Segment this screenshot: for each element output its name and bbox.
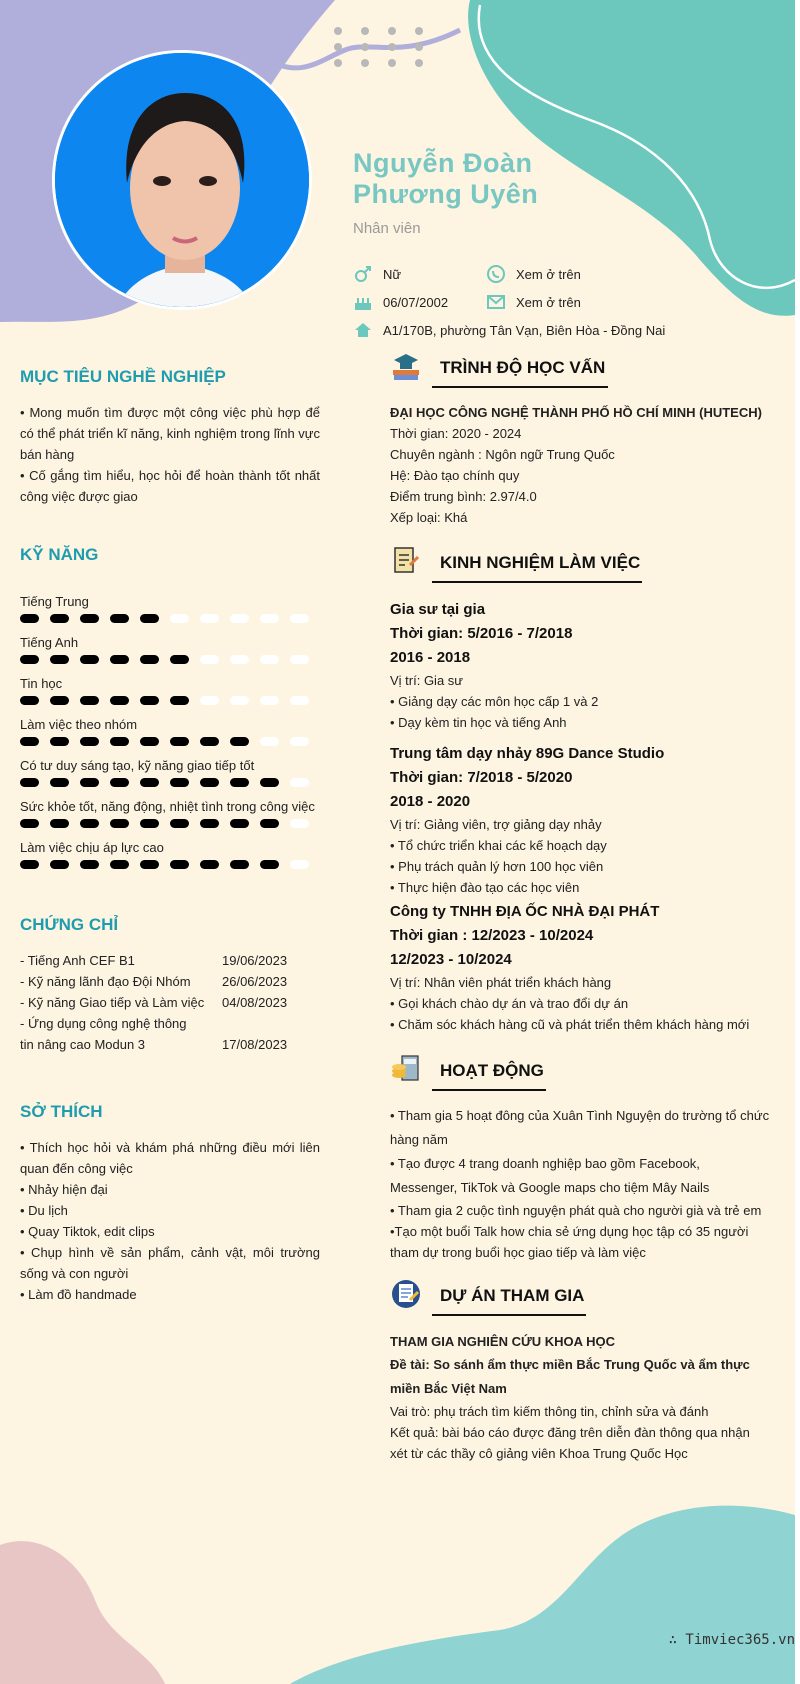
skill-dot-filled <box>20 860 39 869</box>
skill-rating <box>20 737 320 746</box>
skill-dot-empty <box>290 819 309 828</box>
skill-dot-filled <box>230 860 249 869</box>
calculator-coins-icon <box>390 1053 422 1085</box>
skill-dot-filled <box>200 819 219 828</box>
skill-dot-filled <box>200 778 219 787</box>
objective-heading: MỤC TIÊU NGHỀ NGHIỆP <box>20 367 226 386</box>
skill-dot-filled <box>110 614 129 623</box>
hobby-line: • Chụp hình về sản phẩm, cảnh vật, môi trường sống và con người <box>20 1245 320 1281</box>
skill-dot-filled <box>50 655 69 664</box>
skill-dot-filled <box>230 737 249 746</box>
skill-dot-filled <box>110 778 129 787</box>
job-entry <box>390 742 770 898</box>
email-value: Xem ở trên <box>516 294 581 310</box>
skill-label: Làm việc theo nhóm <box>20 717 138 732</box>
skill-dot-filled <box>80 860 99 869</box>
skill-dot-filled <box>230 778 249 787</box>
candidate-name <box>353 148 538 210</box>
skill-dot-filled <box>20 614 39 623</box>
hobby-line: • Nhảy hiện đại <box>20 1182 108 1197</box>
certificate-date: 04/08/2023 <box>222 995 288 1010</box>
objective-line: • Mong muốn tìm được một công việc phù hợp để có thể phát triển kĩ năng, kinh nghiệm trong lĩnh vực bán hàng <box>20 405 320 462</box>
job-line: • Gọi khách chào dự án và trao đổi dự án <box>390 996 629 1011</box>
skill-dot-filled <box>50 778 69 787</box>
certificate-row <box>20 992 320 1013</box>
skill-dot-empty <box>230 655 249 664</box>
skill-dot-filled <box>110 655 129 664</box>
skill-dot-filled <box>50 696 69 705</box>
graduation-books-icon <box>390 350 422 382</box>
heading-underline <box>432 1089 546 1091</box>
certificate-row <box>20 1034 320 1055</box>
skill-dot-filled <box>170 737 189 746</box>
skill-dot-empty <box>290 737 309 746</box>
job-time: Thời gian: 7/2018 - 5/2020 <box>390 769 573 786</box>
certificate-title: - Tiếng Anh CEF B1 <box>20 953 135 968</box>
gender-row <box>353 264 401 284</box>
job-line: Vị trí: Giảng viên, trợ giảng dạy nhảy <box>390 817 602 832</box>
education-header <box>390 350 790 387</box>
skill-dot-filled <box>140 819 159 828</box>
skill-dot-filled <box>140 696 159 705</box>
job-title: Nhân viên <box>353 220 421 237</box>
certificate-row <box>20 971 320 992</box>
certificate-row <box>20 950 320 971</box>
skill-label: Tiếng Trung <box>20 594 89 609</box>
experience-heading: KINH NGHIỆM LÀM VIỆC <box>440 553 641 572</box>
job-company: Gia sư tại gia <box>390 601 486 618</box>
job-entry <box>390 900 770 1035</box>
phone-row <box>486 264 581 284</box>
skill-item <box>20 676 320 705</box>
certificate-title: - Kỹ năng lãnh đạo Đội Nhóm <box>20 974 191 989</box>
skill-dot-empty <box>260 614 279 623</box>
hobby-line: • Du lịch <box>20 1203 68 1218</box>
project-line: Kết quả: bài báo cáo được đăng trên diễn đàn thông qua nhận xét từ các thầy cô giảng viên Khoa Trung Quốc Học <box>390 1425 750 1461</box>
skill-dot-filled <box>170 860 189 869</box>
watermark <box>669 1632 795 1648</box>
skill-dot-filled <box>200 860 219 869</box>
home-icon <box>353 320 373 340</box>
certificates-list <box>20 950 320 1055</box>
skill-item <box>20 799 320 828</box>
work-document-icon <box>390 545 422 577</box>
project-title: THAM GIA NGHIÊN CỨU KHOA HỌC <box>390 1334 616 1349</box>
skill-dot-filled <box>20 737 39 746</box>
skill-dot-empty <box>290 614 309 623</box>
skill-dot-empty <box>290 860 309 869</box>
education-line: Thời gian: 2020 - 2024 <box>390 426 522 441</box>
skill-dot-filled <box>50 860 69 869</box>
job-line: • Phụ trách quản lý hơn 100 học viên <box>390 859 604 874</box>
skill-dot-empty <box>260 655 279 664</box>
skill-dot-empty <box>230 696 249 705</box>
certificate-date: 26/06/2023 <box>222 974 288 989</box>
skill-dot-filled <box>50 614 69 623</box>
skill-dot-empty <box>200 696 219 705</box>
certificate-date: 19/06/2023 <box>222 953 288 968</box>
activities-heading: HOẠT ĐỘNG <box>440 1061 544 1080</box>
birthday-cake-icon <box>353 292 373 312</box>
skill-label: Làm việc chịu áp lực cao <box>20 840 164 855</box>
job-line: • Thực hiện đào tạo các học viên <box>390 880 580 895</box>
objective-text <box>20 402 320 507</box>
activity-line: • Tham gia 5 hoạt đông của Xuân Tình Nguyện do trường tổ chức hàng năm <box>390 1108 770 1147</box>
project-topic: Đề tài: So sánh ẩm thực miền Bắc Trung Quốc và ẩm thực miền Bắc Việt Nam <box>390 1357 750 1396</box>
objective-line: • Cố gắng tìm hiểu, học hỏi để hoàn thành tốt nhất công việc được giao <box>20 468 320 504</box>
address-value: A1/170B, phường Tân Vạn, Biên Hòa - Đồng Nai <box>383 322 666 338</box>
skill-label: Có tư duy sáng tạo, kỹ năng giao tiếp tốt <box>20 758 255 773</box>
skill-dot-empty <box>290 696 309 705</box>
skill-dot-empty <box>200 614 219 623</box>
job-line: • Tổ chức triển khai các kế hoạch dạy <box>390 838 607 853</box>
skill-item <box>20 594 320 623</box>
gender-icon <box>353 264 373 284</box>
birthdate-value: 06/07/2002 <box>383 294 449 310</box>
projects-heading: DỰ ÁN THAM GIA <box>440 1286 585 1305</box>
experience-body <box>390 598 770 1035</box>
skill-dot-filled <box>80 819 99 828</box>
skill-rating <box>20 860 320 869</box>
skill-dot-filled <box>20 819 39 828</box>
school-name: ĐẠI HỌC CÔNG NGHỆ THÀNH PHỐ HỒ CHÍ MINH (HUTECH) <box>390 405 762 420</box>
skill-dot-filled <box>200 737 219 746</box>
phone-value: Xem ở trên <box>516 266 581 282</box>
skill-dot-filled <box>20 778 39 787</box>
name-line2: Phương Uyên <box>353 179 539 209</box>
skill-rating <box>20 696 320 705</box>
job-time: Thời gian : 12/2023 - 10/2024 <box>390 927 594 944</box>
skill-item <box>20 840 320 869</box>
address-row <box>353 320 665 340</box>
skill-dot-empty <box>290 655 309 664</box>
certificate-row <box>20 1013 320 1034</box>
envelope-icon <box>486 292 506 312</box>
skill-dot-empty <box>260 737 279 746</box>
activities-body <box>390 1104 770 1263</box>
job-company: Trung tâm dạy nhảy 89G Dance Studio <box>390 745 665 762</box>
birthdate-row <box>353 292 448 312</box>
skill-dot-filled <box>80 737 99 746</box>
skills-heading: KỸ NĂNG <box>20 545 99 564</box>
job-range: 12/2023 - 10/2024 <box>390 951 512 968</box>
skill-dot-filled <box>140 655 159 664</box>
skill-label: Sức khỏe tốt, năng động, nhiệt tình trong công việc <box>20 799 315 814</box>
skill-label: Tiếng Anh <box>20 635 79 650</box>
job-entry <box>390 598 770 733</box>
job-line: Vị trí: Gia sư <box>390 673 463 688</box>
certificate-title: - Kỹ năng Giao tiếp và Làm việc <box>20 995 205 1010</box>
job-line: Vị trí: Nhân viên phát triển khách hàng <box>390 975 612 990</box>
skill-dot-filled <box>80 696 99 705</box>
skill-dot-filled <box>260 819 279 828</box>
skill-item <box>20 758 320 787</box>
skill-dot-empty <box>260 696 279 705</box>
skill-rating <box>20 819 320 828</box>
skill-dot-filled <box>170 655 189 664</box>
education-line: Chuyên ngành : Ngôn ngữ Trung Quốc <box>390 447 615 462</box>
skill-dot-filled <box>50 737 69 746</box>
skill-dot-filled <box>110 696 129 705</box>
job-line: • Giảng dạy các môn học cấp 1 và 2 <box>390 694 599 709</box>
skill-dot-filled <box>140 860 159 869</box>
skill-dot-filled <box>80 778 99 787</box>
skill-dot-filled <box>170 819 189 828</box>
job-line: • Chăm sóc khách hàng cũ và phát triển thêm khách hàng mới <box>390 1017 750 1032</box>
skill-label: Tin học <box>20 676 63 691</box>
skill-item <box>20 635 320 664</box>
job-range: 2018 - 2020 <box>390 793 471 810</box>
email-row <box>486 292 581 312</box>
hobbies-text <box>20 1137 320 1305</box>
skill-dot-filled <box>260 860 279 869</box>
skill-dot-filled <box>110 860 129 869</box>
activities-header <box>390 1053 790 1090</box>
skill-dot-filled <box>170 696 189 705</box>
experience-header <box>390 545 790 582</box>
education-line: Điểm trung bình: 2.97/4.0 <box>390 489 537 504</box>
skill-dot-filled <box>140 614 159 623</box>
activity-line: • Tạo được 4 trang doanh nghiệp bao gồm Facebook, Messenger, TikTok và Google maps cho tiệm Mây Nails <box>390 1156 710 1195</box>
skill-dot-filled <box>110 737 129 746</box>
skill-dot-filled <box>20 655 39 664</box>
certificates-heading: CHỨNG CHỈ <box>20 915 119 934</box>
projects-body <box>390 1330 770 1464</box>
skill-dot-filled <box>20 696 39 705</box>
skill-dot-filled <box>140 737 159 746</box>
heading-underline <box>432 386 608 388</box>
activity-line: •Tạo một buổi Talk how chia sẻ ứng dụng học tập có 35 người tham dự trong buổi học giao tiếp và làm việc <box>390 1224 749 1260</box>
skill-dot-filled <box>80 614 99 623</box>
skill-dot-empty <box>200 655 219 664</box>
job-company: Công ty TNHH ĐỊA ỐC NHÀ ĐẠI PHÁT <box>390 903 660 920</box>
skill-rating <box>20 778 320 787</box>
job-range: 2016 - 2018 <box>390 649 471 666</box>
skill-dot-filled <box>50 819 69 828</box>
hobbies-heading: SỞ THÍCH <box>20 1102 103 1121</box>
hobby-line: • Thích học hỏi và khám phá những điều mới liên quan đến công việc <box>20 1140 320 1176</box>
hobby-line: • Quay Tiktok, edit clips <box>20 1224 155 1239</box>
profile-photo <box>52 50 312 310</box>
skill-rating <box>20 614 320 623</box>
skill-dot-filled <box>140 778 159 787</box>
certificate-date: 17/08/2023 <box>222 1037 288 1052</box>
heading-underline <box>432 1314 586 1316</box>
education-body <box>390 402 770 528</box>
skill-dot-empty <box>230 614 249 623</box>
skill-dot-empty <box>170 614 189 623</box>
hobby-line: • Làm đồ handmade <box>20 1287 137 1302</box>
job-line: • Dạy kèm tin học và tiếng Anh <box>390 715 567 730</box>
gender-value: Nữ <box>383 266 402 282</box>
skill-item <box>20 717 320 746</box>
education-line: Hệ: Đào tạo chính quy <box>390 468 520 483</box>
skill-dot-filled <box>230 819 249 828</box>
activity-line: • Tham gia 2 cuộc tình nguyện phát quà cho người già và trẻ em <box>390 1203 762 1218</box>
project-line: Vai trò: phụ trách tìm kiếm thông tin, chỉnh sửa và đánh <box>390 1404 709 1419</box>
skill-dot-filled <box>80 655 99 664</box>
skill-dot-empty <box>290 778 309 787</box>
certificate-title: - Ứng dụng công nghệ thông <box>20 1016 187 1031</box>
education-heading: TRÌNH ĐỘ HỌC VẤN <box>440 358 606 377</box>
education-line: Xếp loại: Khá <box>390 510 468 525</box>
watermark-text: Timviec365.vn <box>685 1632 795 1648</box>
skill-dot-filled <box>260 778 279 787</box>
watermark-logo-icon: ∴ <box>668 1632 686 1648</box>
phone-icon <box>486 264 506 284</box>
skill-rating <box>20 655 320 664</box>
skill-dot-filled <box>110 819 129 828</box>
name-line1: Nguyễn Đoàn <box>353 148 533 178</box>
project-paper-icon <box>390 1278 422 1310</box>
certificate-title: tin nâng cao Modun 3 <box>20 1037 146 1052</box>
heading-underline <box>432 581 642 583</box>
projects-header <box>390 1278 790 1315</box>
job-time: Thời gian: 5/2016 - 7/2018 <box>390 625 573 642</box>
skill-dot-filled <box>170 778 189 787</box>
